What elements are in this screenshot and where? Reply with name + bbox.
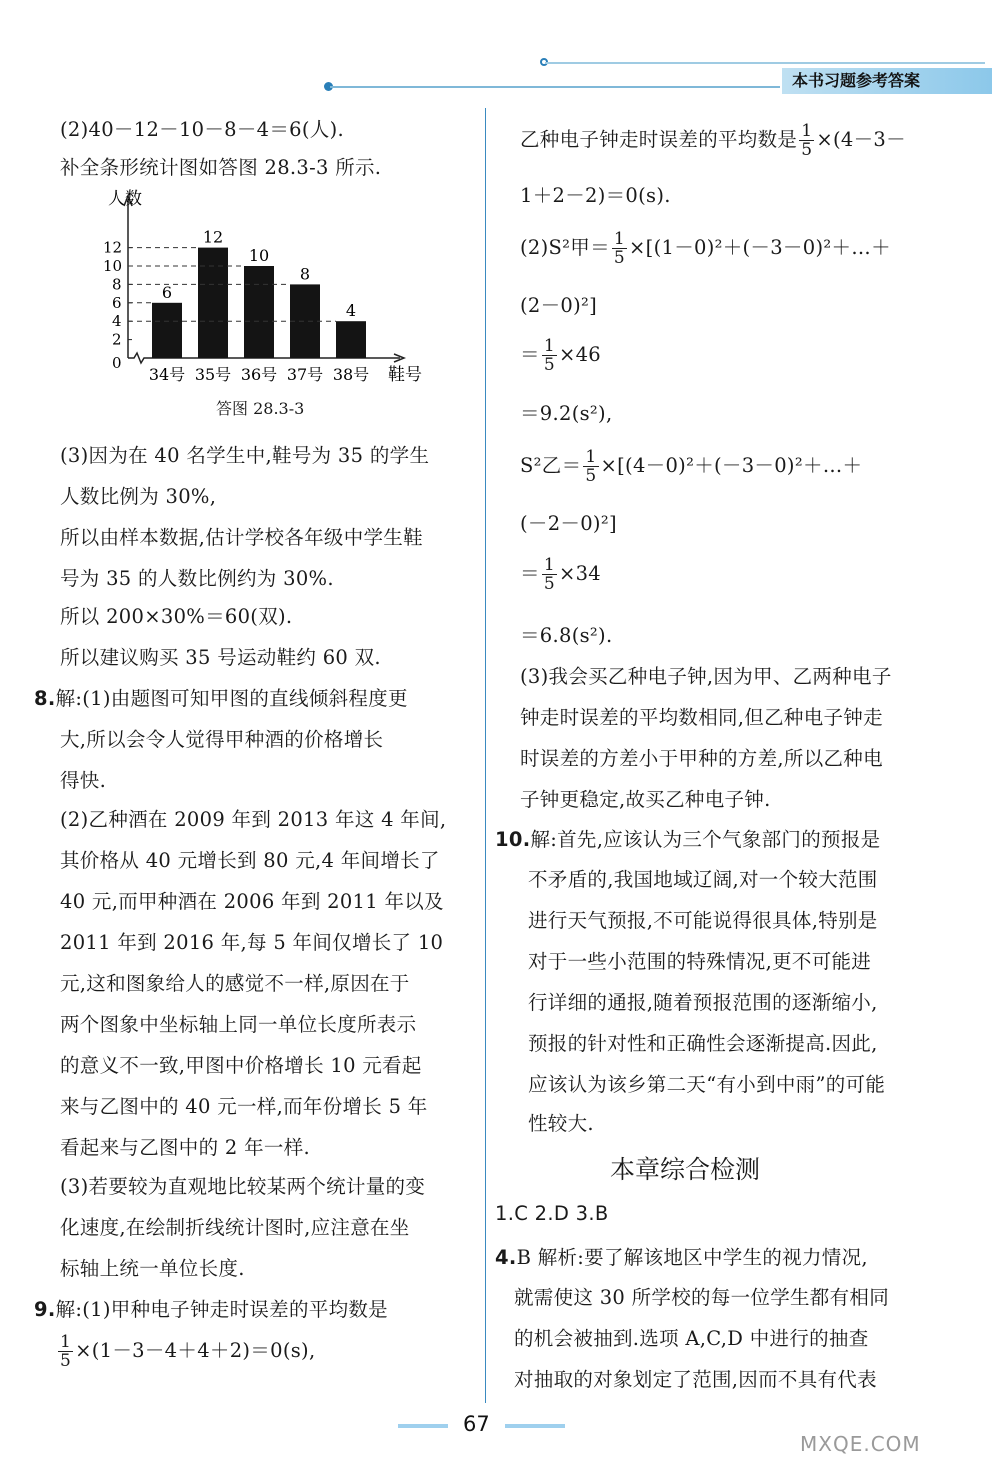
- section-title: 本章综合检测: [610, 1155, 761, 1184]
- question-10: [495, 824, 880, 852]
- column-divider: [485, 108, 486, 1403]
- header-rule: [330, 86, 780, 88]
- data-label: 6: [161, 282, 173, 302]
- text-line: 对于一些小范围的特殊情况,更不可能进: [528, 950, 872, 973]
- question-9: [34, 1294, 388, 1322]
- text-line: 所以由样本数据,估计学校各年级中学生鞋: [60, 526, 423, 549]
- chart-caption: 答图 28.3-3: [216, 399, 305, 418]
- text-line: 来与乙图中的 40 元一样,而年份增长 5 年: [60, 1095, 428, 1118]
- text-line: 不矛盾的,我国地域辽阔,对一个较大范围: [528, 868, 878, 891]
- text-line: 时误差的方差小于甲种的方差,所以乙种电: [520, 747, 883, 770]
- fraction: $\frac{1}{5}$: [543, 555, 555, 594]
- text-line: 的意义不一致,甲图中价格增长 10 元看起: [60, 1054, 422, 1077]
- text-line: 补全条形统计图如答图 28.3-3 所示.: [60, 156, 382, 179]
- text-line: 解:(1)甲种电子钟走时误差的平均数是: [55, 1298, 388, 1321]
- data-label: 8: [299, 264, 311, 284]
- question-8: [34, 683, 408, 711]
- data-label: 10: [248, 246, 270, 265]
- fraction: $\frac{1}{5}$: [543, 336, 555, 375]
- text-line: 大,所以会令人觉得甲种酒的价格增长: [60, 728, 384, 751]
- x-tick-label: 34号: [148, 365, 186, 384]
- y-tick-label: 4: [112, 312, 122, 331]
- equation-line: ＝ $\frac{1}{5}$ ×46: [520, 336, 601, 375]
- y-tick-label: 8: [112, 275, 122, 294]
- bar: [336, 321, 366, 358]
- text-line: 标轴上统一单位长度.: [60, 1257, 245, 1280]
- text-line: (3)若要较为直观地比较某两个统计量的变: [60, 1175, 426, 1198]
- running-header: 本书习题参考答案: [782, 68, 992, 94]
- text-line: 化速度,在绘制折线统计图时,应注意在坐: [60, 1216, 410, 1239]
- y-tick-label: 6: [112, 293, 122, 312]
- text-line: (2)乙种酒在 2009 年到 2013 年这 4 年间,: [60, 808, 447, 831]
- fraction: $\frac{1}{5}$: [60, 1332, 72, 1371]
- bar: [152, 303, 182, 358]
- equation-line: ＝ $\frac{1}{5}$ ×34: [520, 555, 601, 594]
- text-line: 进行天气预报,不可能说得很具体,特别是: [528, 909, 878, 932]
- equation-line: $\frac{1}{5}$ ×(1－3－4＋4＋2)＝0(s),: [60, 1332, 316, 1371]
- text-line: 其价格从 40 元增长到 80 元,4 年间增长了: [60, 849, 440, 872]
- footer-decoration: [398, 1424, 448, 1428]
- y-tick-label: 10: [103, 257, 123, 275]
- x-tick-label: 37号: [286, 365, 324, 384]
- text-line: 两个图象中坐标轴上同一单位长度所表示: [60, 1013, 417, 1036]
- text-line: (－2－0)²]: [520, 512, 617, 535]
- text-line: 预报的针对性和正确性会逐渐提高.因此,: [528, 1032, 878, 1055]
- x-tick-label: 36号: [240, 365, 278, 384]
- text-line: 1.C 2.D 3.B: [495, 1202, 609, 1225]
- text-line: 对抽取的对象划定了范围,因而不具有代表: [514, 1368, 877, 1391]
- text-line: 40 元,而甲种酒在 2006 年到 2011 年以及: [60, 890, 444, 913]
- fraction: $\frac{1}{5}$: [585, 447, 597, 486]
- text-line: (2)40－12－10－8－4＝6(人).: [60, 118, 344, 141]
- x-axis-label: 鞋号: [388, 365, 422, 385]
- text-line: 行详细的通报,随着预报范围的逐渐缩小,: [528, 991, 878, 1014]
- text-line: ＝9.2(s²),: [520, 402, 613, 425]
- text-line: 应该认为该乡第二天“有小到中雨”的可能: [528, 1073, 886, 1096]
- text-line: 子钟更稳定,故买乙种电子钟.: [520, 788, 771, 811]
- text-line: 的机会被抽到.选项 A,C,D 中进行的抽查: [514, 1327, 869, 1350]
- watermark: MXQE.COM: [800, 1432, 921, 1456]
- question-number: 8.: [34, 687, 56, 710]
- text-line: ＝6.8(s²).: [520, 624, 613, 647]
- text-line: 钟走时误差的平均数相同,但乙种电子钟走: [520, 706, 883, 729]
- bar: [198, 248, 228, 358]
- text-line: 看起来与乙图中的 2 年一样.: [60, 1136, 311, 1159]
- text-line: 所以 200×30%＝60(双).: [60, 605, 293, 628]
- text-line: 人数比例为 30%,: [60, 485, 217, 508]
- x-tick-label: 35号: [194, 365, 232, 384]
- text-line: (3)因为在 40 名学生中,鞋号为 35 的学生: [60, 444, 430, 467]
- bar: [244, 266, 274, 358]
- text-line: B 解析:要了解该地区中学生的视力情况,: [516, 1246, 868, 1269]
- text-line: 2011 年到 2016 年,每 5 年间仅增长了 10: [60, 931, 444, 954]
- y-axis-label: 人数: [108, 189, 142, 209]
- equation-line: (2)S²甲＝ $\frac{1}{5}$ ×[(1－0)²＋(－3－0)²＋…＋: [520, 229, 891, 268]
- text-line: 所以建议购买 35 号运动鞋约 60 双.: [60, 646, 381, 669]
- question-number: 10.: [495, 828, 531, 851]
- text-line: (2－0)²]: [520, 294, 598, 317]
- text-line: 性较大.: [528, 1112, 594, 1135]
- footer-decoration: [505, 1424, 565, 1428]
- text-line: 解:(1)由题图可知甲图的直线倾斜程度更: [55, 687, 408, 710]
- bar-chart: [100, 182, 440, 394]
- text-line: 元,这和图象给人的感觉不一样,原因在于: [60, 972, 410, 995]
- answer-4: [495, 1242, 868, 1270]
- y-tick-label: 0: [112, 354, 122, 372]
- text-line: 1＋2－2)＝0(s).: [520, 184, 671, 207]
- question-number: 9.: [34, 1298, 56, 1321]
- equation-line: S²乙＝ $\frac{1}{5}$ ×[(4－0)²＋(－3－0)²＋…＋: [520, 447, 863, 486]
- x-tick-label: 38号: [332, 365, 370, 384]
- text-line: 得快.: [60, 769, 107, 792]
- fraction: $\frac{1}{5}$: [613, 229, 626, 268]
- fraction: $\frac{1}{5}$: [801, 121, 813, 160]
- text-line: 号为 35 的人数比例约为 30%.: [60, 567, 334, 590]
- page-number: 67: [463, 1412, 490, 1436]
- y-tick-label: 2: [112, 330, 122, 349]
- text-line: (3)我会买乙种电子钟,因为甲、乙两种电子: [520, 665, 892, 688]
- data-label: 12: [202, 227, 224, 247]
- equation-line: 乙种电子钟走时误差的平均数是 $\frac{1}{5}$ ×(4－3－: [520, 121, 906, 160]
- text-line: 就需使这 30 所学校的每一位学生都有相同: [514, 1286, 890, 1309]
- header-rule: [545, 62, 985, 64]
- y-tick-label: 12: [103, 238, 123, 257]
- text-line: 解:首先,应该认为三个气象部门的预报是: [530, 828, 881, 851]
- question-number: 4.: [495, 1246, 517, 1269]
- data-label: 4: [345, 301, 357, 321]
